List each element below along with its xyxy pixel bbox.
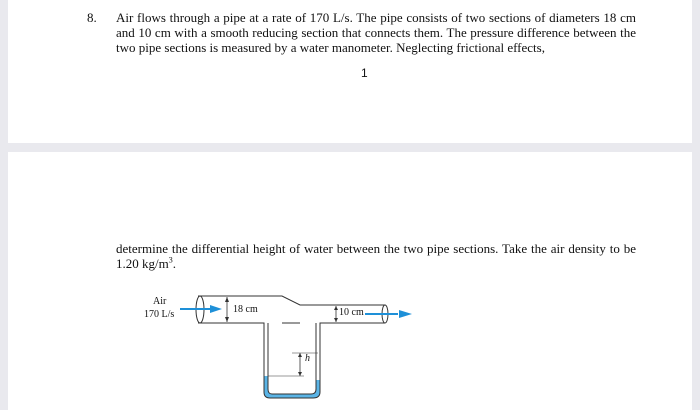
pipe-manometer-figure: [140, 285, 420, 405]
pipe-diagram: [140, 285, 420, 405]
page-number: 1: [361, 66, 368, 80]
problem-text-part1: Air flows through a pipe at a rate of 170 L/s. The pipe consists of two sections of diameters 18 cm and 10 cm with a smooth reducing section that connects them. The pressure difference between the two pipe sections is measured by a water manometer. Neglecting frictional effects,: [116, 10, 636, 55]
density-exponent: 3: [168, 255, 173, 265]
d2-arrow-top: [334, 306, 338, 310]
problem-text-part2-end: .: [172, 256, 176, 271]
d1-label: 18 cm: [233, 304, 258, 315]
flow-rate-label: 170 L/s: [144, 309, 175, 320]
d1-arrow-top: [225, 297, 229, 302]
d1-arrow-bottom: [225, 317, 229, 322]
problem-number: 8.: [87, 10, 97, 25]
d2-arrow-bottom: [334, 318, 338, 322]
manometer-water: [264, 376, 320, 398]
problem-text-part2: [116, 241, 636, 271]
d2-label: 10 cm: [339, 307, 364, 318]
h-label: h: [305, 353, 310, 364]
outlet-arrowhead: [399, 310, 412, 318]
h-arrow-top: [298, 353, 302, 357]
h-arrow-bottom: [298, 372, 302, 376]
air-label: Air: [153, 296, 167, 307]
problem-text-part2-main: determine the differential height of water between the two pipe sections. Take the air density to be 1.20 kg/m: [116, 241, 636, 271]
